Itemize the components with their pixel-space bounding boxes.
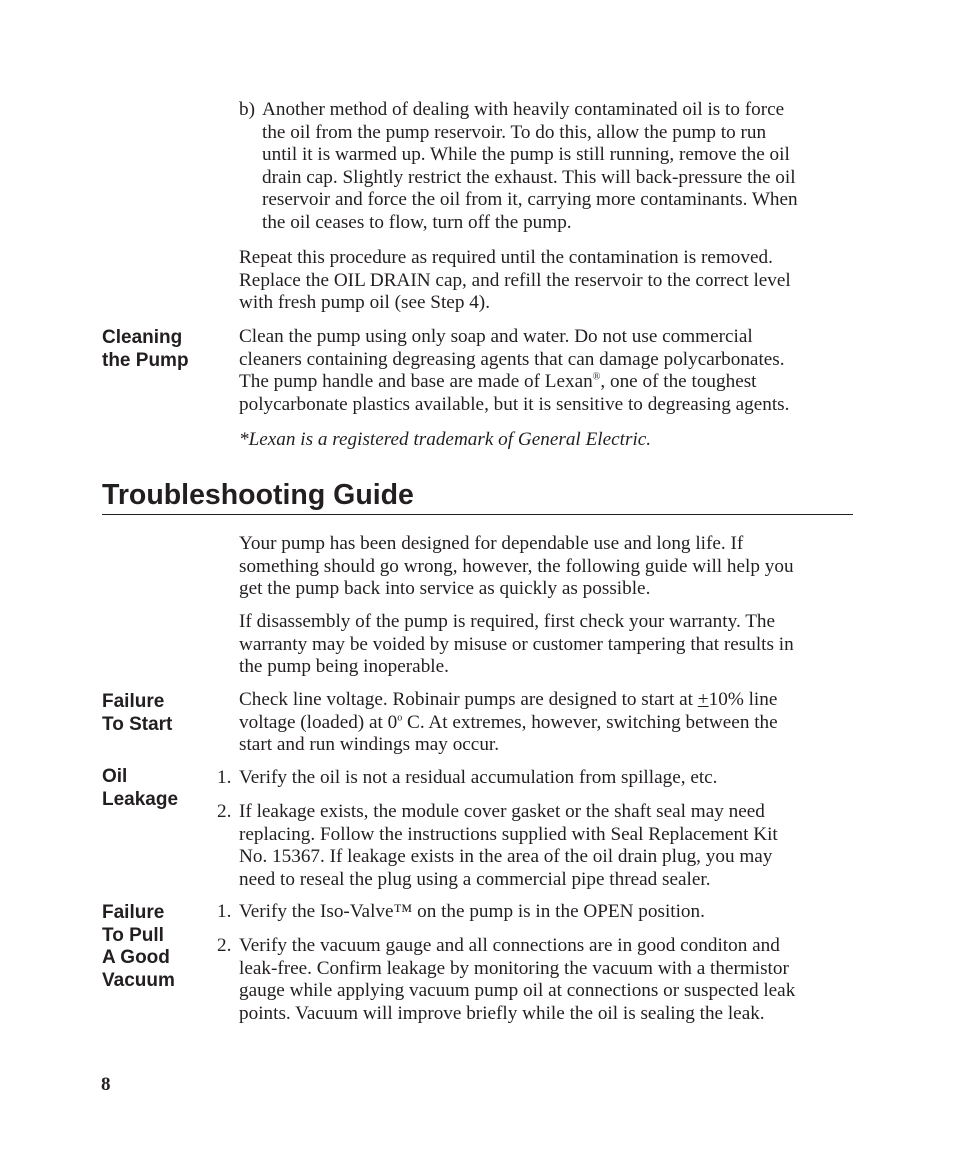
oil-leakage-side-heading	[102, 766, 222, 811]
text-line: Verify the oil is not a residual accumulation from spillage, etc.	[239, 767, 718, 788]
list-item	[239, 901, 854, 924]
text-fragment: 10% line	[708, 689, 778, 710]
heading-rule	[102, 514, 853, 515]
text-line: Your pump has been designed for dependable use and long life. If	[239, 533, 744, 554]
text-line: If disassembly of the pump is required, first check your warranty. The	[239, 611, 776, 632]
list-number: 2.	[217, 935, 232, 956]
lexan-footnote	[239, 429, 854, 452]
text-line: with fresh pump oil (see Step 4).	[239, 292, 490, 314]
side-heading-line: Oil	[102, 766, 128, 787]
text-line: No. 15367. If leakage exists in the area of the oil drain plug, you may	[239, 846, 773, 868]
text-line: start and run windings may occur.	[239, 734, 500, 756]
side-heading-line: To Pull	[102, 924, 164, 946]
cleaning-paragraph	[239, 326, 854, 416]
degree-mark: o	[397, 712, 403, 724]
text-line: points. Vacuum will improve briefly while the oil is sealing the leak.	[239, 1002, 765, 1024]
cleaning-side-heading	[102, 327, 222, 372]
intro-paragraph	[239, 533, 854, 601]
text-line: polycarbonate plastics available, but it is sensitive to degreasing agents.	[239, 393, 790, 415]
text-line: something should go wrong, however, the following guide will help you	[239, 555, 794, 577]
repeat-paragraph	[239, 247, 854, 315]
text-line: need to reseal the plug using a commercial pipe thread sealer.	[239, 868, 711, 890]
side-heading-line: Failure	[102, 691, 165, 712]
list-item	[239, 801, 854, 891]
side-heading-line: To Start	[102, 713, 173, 735]
text-line: the oil ceases to flow, turn off the pump.	[262, 211, 572, 233]
failure-start-paragraph	[239, 689, 854, 757]
text-line: warranty may be voided by misuse or customer tampering that results in	[239, 633, 794, 655]
side-heading-line: the Pump	[102, 349, 189, 371]
section-heading: Troubleshooting Guide	[102, 479, 414, 511]
section-b-paragraph	[262, 99, 857, 235]
registered-mark: ®	[592, 371, 601, 383]
text-line: drain cap. Slightly restrict the exhaust. This will back-pressure the oil	[262, 166, 796, 188]
text-line: leak-free. Confirm leakage by monitoring the vacuum with a thermistor	[239, 957, 789, 979]
text-fragment: , one of the toughest	[600, 371, 757, 393]
text-line: Repeat this procedure as required until the contamination is removed.	[239, 247, 773, 268]
text-line: Replace the OIL DRAIN cap, and refill the reservoir to the correct level	[239, 269, 791, 291]
side-heading-line: Leakage	[102, 788, 179, 810]
text-line: replacing. Follow the instructions supplied with Seal Replacement Kit	[239, 823, 778, 845]
list-item	[239, 767, 854, 790]
text-line: the pump being inoperable.	[239, 656, 449, 678]
list-item	[239, 935, 854, 1025]
text-line: the oil from the pump reservoir. To do this, allow the pump to run	[262, 121, 767, 143]
text-line: Verify the vacuum gauge and all connections are in good conditon and	[239, 935, 780, 956]
text-fragment: The pump handle and base are made of Lexan	[239, 371, 593, 393]
side-heading-line: Vacuum	[102, 969, 175, 991]
side-heading-line: Cleaning	[102, 327, 183, 348]
warranty-paragraph	[239, 611, 854, 679]
text-line	[239, 371, 854, 394]
text-line: reservoir and force the oil from it, carrying more contaminants. When	[262, 189, 798, 211]
failure-start-side-heading	[102, 691, 222, 736]
text-fragment: voltage (loaded) at 0	[239, 711, 398, 733]
failure-vacuum-side-heading	[102, 902, 222, 992]
text-fragment: Check line voltage. Robinair pumps are designed to start at	[239, 689, 698, 710]
text-line: cleaners containing degreasing agents that can damage polycarbonates.	[239, 348, 785, 370]
text-fragment: C. At extremes, however, switching between the	[402, 711, 778, 733]
side-heading-line: A Good	[102, 947, 170, 969]
plus-minus-sign: +	[697, 689, 709, 710]
list-number: 1.	[217, 901, 232, 922]
side-heading-line: Failure	[102, 902, 165, 923]
text-line: Verify the Iso-Valve™ on the pump is in the OPEN position.	[239, 901, 705, 922]
section-b-label: b)	[239, 99, 255, 120]
text-line: Clean the pump using only soap and water. Do not use commercial	[239, 326, 753, 347]
text-line: gauge while applying vacuum pump oil at connections or suspected leak	[239, 980, 796, 1002]
text-line	[239, 689, 854, 712]
text-line: Another method of dealing with heavily contaminated oil is to force	[262, 99, 785, 120]
text-line: get the pump back into service as quickly as possible.	[239, 578, 651, 600]
list-number: 2.	[217, 801, 232, 822]
text-line: until it is warmed up. While the pump is still running, remove the oil	[262, 144, 790, 166]
list-number: 1.	[217, 767, 232, 788]
footnote-text: *Lexan is a registered trademark of General Electric.	[239, 429, 652, 450]
page-number: 8	[101, 1074, 111, 1095]
text-line: If leakage exists, the module cover gasket or the shaft seal may need	[239, 801, 765, 822]
text-line	[239, 712, 854, 735]
